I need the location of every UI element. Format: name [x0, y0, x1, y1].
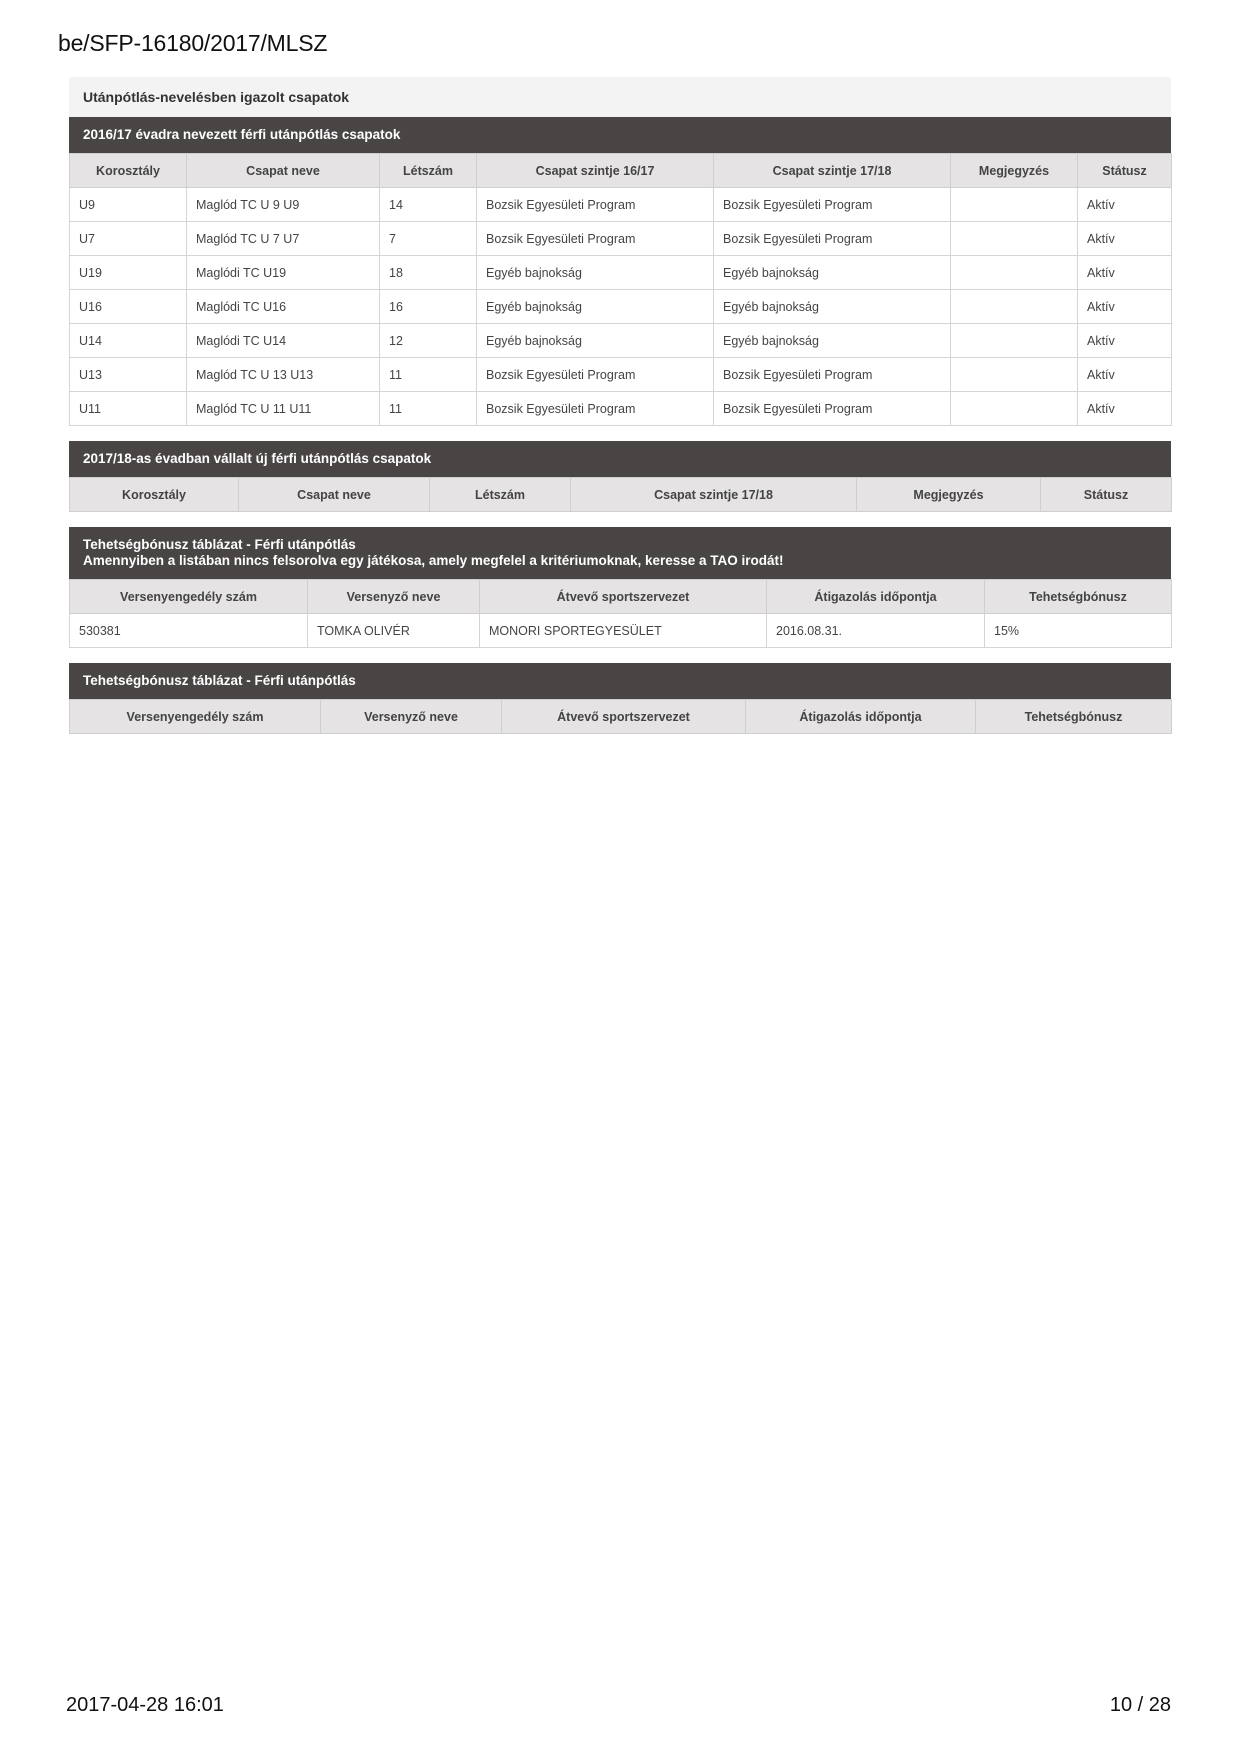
teams-2016-17-table — [69, 153, 1172, 426]
table-cell: Bozsik Egyesületi Program — [714, 222, 951, 256]
table-row — [70, 222, 1172, 256]
talent-bonus-2-block — [69, 663, 1171, 734]
table-header-row — [70, 700, 1172, 734]
table-cell: 7 — [380, 222, 477, 256]
table-cell: Aktív — [1078, 188, 1172, 222]
teams-2016-17-title: 2016/17 évadra nevezett férfi utánpótlás csapatok — [69, 117, 1171, 153]
table-cell: 15% — [985, 614, 1172, 648]
footer-timestamp: 2017-04-28 16:01 — [66, 1694, 224, 1716]
table-cell — [951, 290, 1078, 324]
column-header: Tehetségbónusz — [976, 700, 1172, 734]
table-cell: 11 — [380, 358, 477, 392]
table-cell: U7 — [70, 222, 187, 256]
table-row — [70, 392, 1172, 426]
table-cell — [951, 222, 1078, 256]
column-header: Megjegyzés — [857, 478, 1041, 512]
table-cell: U11 — [70, 392, 187, 426]
table-cell: Maglód TC U 7 U7 — [187, 222, 380, 256]
table-cell: Bozsik Egyesületi Program — [714, 358, 951, 392]
column-header: Csapat neve — [187, 154, 380, 188]
talent-bonus-title-line1: Tehetségbónusz táblázat - Férfi utánpótlás — [83, 537, 356, 552]
section-title: Utánpótlás-nevelésben igazolt csapatok — [69, 77, 1171, 117]
table-cell — [951, 358, 1078, 392]
table-cell: Bozsik Egyesületi Program — [477, 358, 714, 392]
talent-bonus-title-line2: Amennyiben a listában nincs felsorolva egy játékosa, amely megfelel a kritériumoknak, keresse a TAO irodát! — [83, 553, 784, 568]
table-cell: Egyéb bajnokság — [477, 256, 714, 290]
column-header: Versenyengedély szám — [70, 700, 321, 734]
column-header: Átigazolás időpontja — [746, 700, 976, 734]
table-header-row — [70, 154, 1172, 188]
table-cell — [951, 256, 1078, 290]
table-cell: Aktív — [1078, 256, 1172, 290]
page-content — [69, 77, 1171, 749]
table-row — [70, 188, 1172, 222]
talent-bonus-2-title: Tehetségbónusz táblázat - Férfi utánpótlás — [69, 663, 1171, 699]
table-cell: 16 — [380, 290, 477, 324]
table-cell: Egyéb bajnokság — [714, 256, 951, 290]
table-cell — [951, 324, 1078, 358]
table-cell: Maglódi TC U19 — [187, 256, 380, 290]
column-header: Korosztály — [70, 154, 187, 188]
column-header: Versenyengedély szám — [70, 580, 308, 614]
column-header: Átvevő sportszervezet — [480, 580, 767, 614]
table-cell: 14 — [380, 188, 477, 222]
table-cell: U14 — [70, 324, 187, 358]
footer-page-number: 10 / 28 — [1109, 1694, 1171, 1716]
column-header: Létszám — [380, 154, 477, 188]
talent-bonus-table — [69, 579, 1172, 648]
column-header: Korosztály — [70, 478, 239, 512]
table-cell: 2016.08.31. — [767, 614, 985, 648]
column-header: Versenyző neve — [308, 580, 480, 614]
table-cell: Aktív — [1078, 358, 1172, 392]
column-header: Csapat szintje 17/18 — [571, 478, 857, 512]
table-cell: 12 — [380, 324, 477, 358]
table-cell: Bozsik Egyesületi Program — [714, 392, 951, 426]
table-cell: Maglód TC U 9 U9 — [187, 188, 380, 222]
table-cell — [951, 392, 1078, 426]
document-id: be/SFP-16180/2017/MLSZ — [58, 30, 328, 56]
table-row — [70, 290, 1172, 324]
column-header: Versenyző neve — [321, 700, 502, 734]
table-cell: U16 — [70, 290, 187, 324]
table-cell: Aktív — [1078, 222, 1172, 256]
table-cell: Egyéb bajnokság — [714, 290, 951, 324]
table-cell: Egyéb bajnokság — [477, 290, 714, 324]
talent-bonus-title — [69, 527, 1171, 579]
table-cell — [951, 188, 1078, 222]
table-cell: Egyéb bajnokság — [477, 324, 714, 358]
table-row — [70, 358, 1172, 392]
teams-2017-18-table — [69, 477, 1172, 512]
table-cell: Aktív — [1078, 324, 1172, 358]
table-cell: Aktív — [1078, 392, 1172, 426]
table-cell: TOMKA OLIVÉR — [308, 614, 480, 648]
column-header: Létszám — [430, 478, 571, 512]
table-header-row — [70, 580, 1172, 614]
table-cell: Bozsik Egyesületi Program — [477, 188, 714, 222]
table-cell: U19 — [70, 256, 187, 290]
table-cell: Aktív — [1078, 290, 1172, 324]
column-header: Megjegyzés — [951, 154, 1078, 188]
talent-bonus-2-table — [69, 699, 1172, 734]
table-cell: Bozsik Egyesületi Program — [477, 222, 714, 256]
table-cell: Maglódi TC U14 — [187, 324, 380, 358]
table-cell: 530381 — [70, 614, 308, 648]
table-header-row — [70, 478, 1172, 512]
column-header: Státusz — [1041, 478, 1172, 512]
table-cell: Maglód TC U 11 U11 — [187, 392, 380, 426]
teams-2017-18-title: 2017/18-as évadban vállalt új férfi utánpótlás csapatok — [69, 441, 1171, 477]
table-row — [70, 324, 1172, 358]
table-cell: 18 — [380, 256, 477, 290]
table-cell: Maglódi TC U16 — [187, 290, 380, 324]
column-header: Csapat szintje 17/18 — [714, 154, 951, 188]
table-cell: Maglód TC U 13 U13 — [187, 358, 380, 392]
table-cell: 11 — [380, 392, 477, 426]
column-header: Csapat szintje 16/17 — [477, 154, 714, 188]
teams-2017-18-block — [69, 441, 1171, 512]
table-cell: Bozsik Egyesületi Program — [477, 392, 714, 426]
talent-bonus-block — [69, 527, 1171, 648]
table-cell: U13 — [70, 358, 187, 392]
table-cell: Egyéb bajnokság — [714, 324, 951, 358]
column-header: Átvevő sportszervezet — [502, 700, 746, 734]
table-row — [70, 256, 1172, 290]
table-cell: Bozsik Egyesületi Program — [714, 188, 951, 222]
table-cell: MONORI SPORTEGYESÜLET — [480, 614, 767, 648]
column-header: Csapat neve — [239, 478, 430, 512]
column-header: Átigazolás időpontja — [767, 580, 985, 614]
table-cell: U9 — [70, 188, 187, 222]
table-row — [70, 614, 1172, 648]
column-header: Státusz — [1078, 154, 1172, 188]
teams-2016-17-block — [69, 117, 1171, 426]
column-header: Tehetségbónusz — [985, 580, 1172, 614]
